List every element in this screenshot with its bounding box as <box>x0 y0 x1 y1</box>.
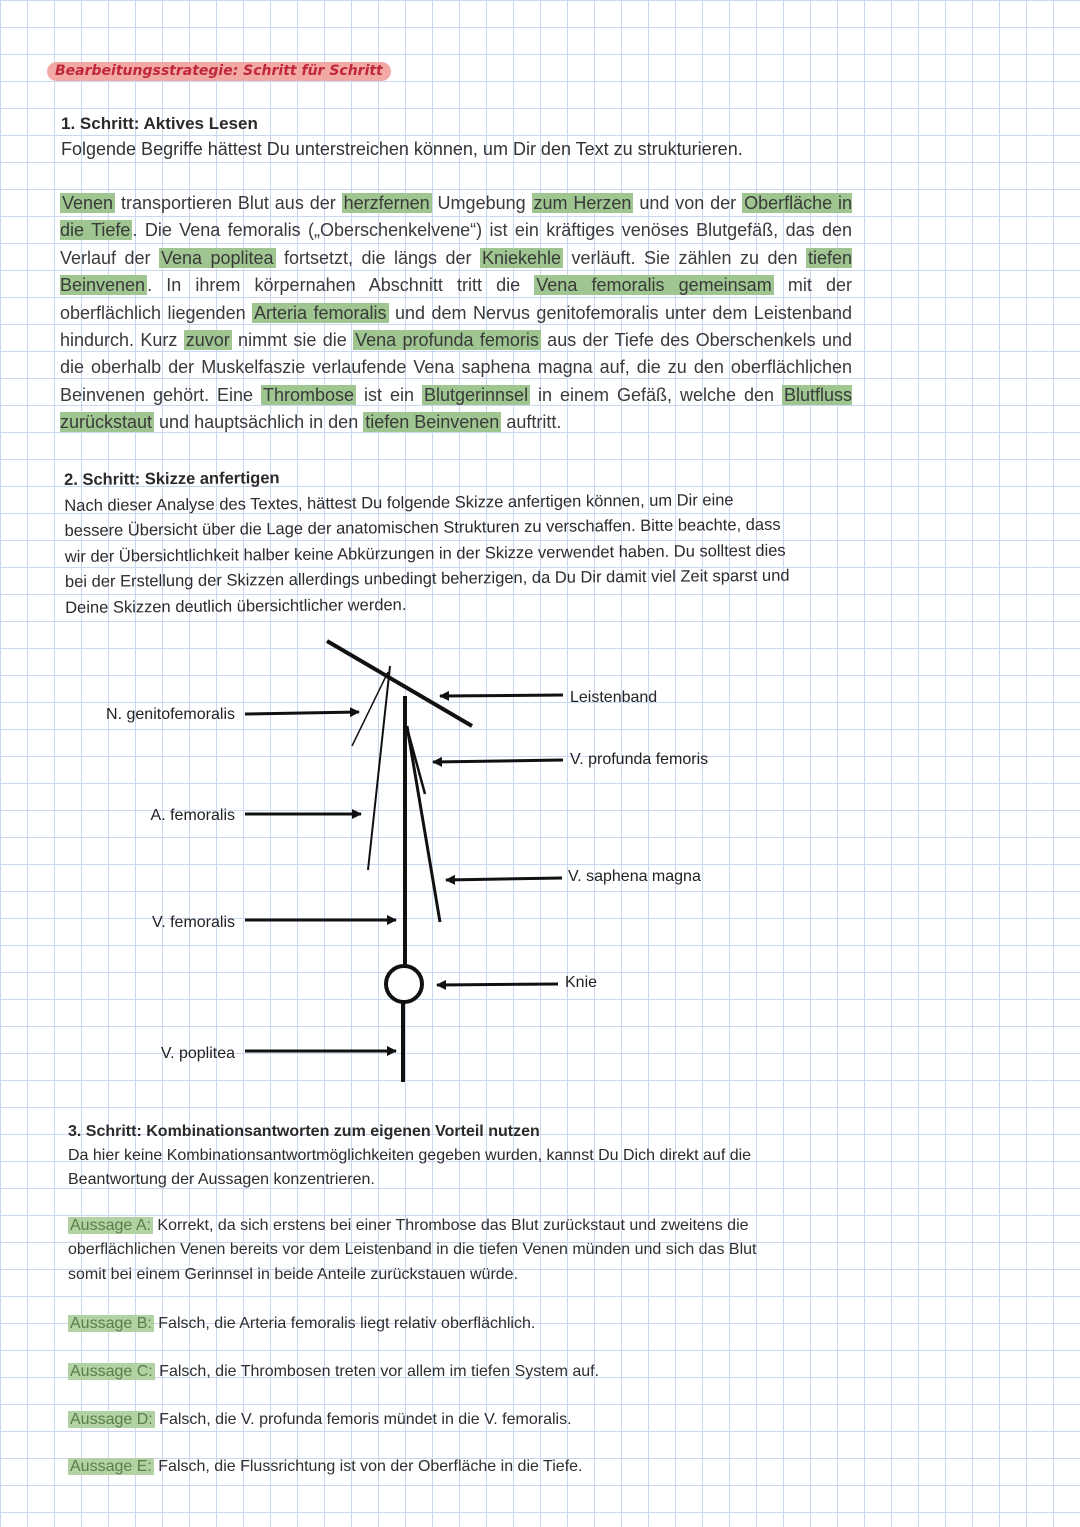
plain-text: in einem Gefäß, welche den <box>530 384 782 405</box>
arrow-leistenband <box>440 695 563 696</box>
label-knie: Knie <box>565 974 598 991</box>
plain-text: ist ein <box>356 384 422 405</box>
answer-a <box>68 1214 780 1287</box>
answer-text: Korrekt, da sich erstens bei einer Thrombose das Blut zurückstaut und zweitens die oberflächlichen Venen bereits vor dem Leistenband in die tiefen Venen münden und sich das Blut somit bei einem Gerinnsel in beide Anteile zurückstauen würde. <box>68 1217 757 1283</box>
highlight-term: zuvor <box>185 330 230 351</box>
answer-text: Falsch, die Thrombosen treten vor allem im tiefen System auf. <box>154 1363 600 1380</box>
plain-text: . Die Vena femoralis („Oberschenkelvene“) ist ein kräftiges venöses Blutgefäß, das den Verlauf der <box>60 220 853 268</box>
answer-label: Aussage A: <box>70 1217 151 1234</box>
answer-label: Aussage D: <box>70 1411 153 1428</box>
plain-text: und hauptsächlich in den <box>154 412 364 433</box>
highlight-term: Vena poplitea <box>160 247 274 268</box>
plain-text: transportieren Blut aus der <box>115 193 342 213</box>
answer-d <box>68 1408 780 1432</box>
highlight-term: zum Herzen <box>533 193 632 213</box>
step3-text: Da hier keine Kombinationsantwortmöglichkeiten gegeben wurden, kannst Du Dich direkt auf die Beantwortung der Aussagen konzentrieren. <box>68 1147 752 1188</box>
strategy-badge: Bearbeitungsstrategie: Schritt für Schritt <box>47 62 391 81</box>
plain-text: nimmt sie die <box>231 330 354 351</box>
plain-text: und dem Nervus genitofemoralis unter dem Leistenband hindurch. Kurz <box>60 302 852 351</box>
label-a-femoralis: A. femoralis <box>150 807 235 824</box>
arrow-v-saphena-magna <box>446 878 562 880</box>
answer-text: Falsch, die Flussrichtung ist von der Oberfläche in die Tiefe. <box>153 1458 583 1475</box>
step3-section <box>68 1120 780 1192</box>
step2-text: Nach dieser Analyse des Textes, hättest Du folgende Skizze anfertigen können, um Dir eine bessere Übersicht über die Lage der anatomischen Strukturen zu verschaffen. Bitte beachte, dass wir der Übersichtlichkeit halber keine Abkürzungen in der Skizze verwendet haben. Du solltest dies bei der Erstellung der Skizzen allerdings unbedingt beherzigen, da Du Dir damit viel Zeit sparst und Deine Skizzen deutlich übersichtlicher werden. <box>64 490 790 617</box>
answer-label: Aussage C: <box>70 1363 153 1380</box>
arrow-knie <box>437 984 558 985</box>
answer-e <box>68 1455 780 1479</box>
highlight-term: Arteria femoralis <box>254 302 387 323</box>
highlight-term: herzfernen <box>343 193 430 213</box>
plain-text: und von der <box>633 193 743 213</box>
label-v-femoralis: V. femoralis <box>152 914 235 931</box>
answer-text: Falsch, die V. profunda femoris mündet in die V. femoralis. <box>154 1411 572 1428</box>
answer-label: Aussage B: <box>70 1315 152 1332</box>
highlight-term: Blutgerinnsel <box>424 384 529 405</box>
answer-label: Aussage E: <box>70 1458 152 1475</box>
label-v-profunda-femoris: V. profunda femoris <box>570 751 709 768</box>
highlight-term: Vena femoralis gemeinsam <box>536 275 772 296</box>
step1-intro: Folgende Begriffe hättest Du unterstreichen können, um Dir den Text zu strukturieren. <box>61 139 743 159</box>
knie-circle <box>386 966 422 1002</box>
highlight-term: tiefen Beinvenen <box>365 412 500 433</box>
label-v-saphena-magna: V. saphena magna <box>568 868 701 885</box>
label-n-genitofemoralis: N. genitofemoralis <box>106 706 235 723</box>
highlight-term: Blutfluss zurückstaut <box>60 384 852 433</box>
plain-text: mit der oberflächlich liegenden <box>60 275 852 323</box>
v-saphena-magna-line <box>407 726 440 922</box>
highlight-term: Kniekehle <box>481 247 562 268</box>
answer-b <box>68 1312 780 1336</box>
answer-c <box>68 1360 780 1384</box>
step1-title: 1. Schritt: Aktives Lesen <box>61 114 258 133</box>
arrow-v-profunda-femoris <box>433 760 563 762</box>
highlight-term: Oberfläche in die Tiefe <box>60 193 853 241</box>
arrow-n-genitofemoralis <box>245 712 359 714</box>
highlight-term: tiefen Beinvenen <box>60 247 852 296</box>
highlight-term: Thrombose <box>263 384 355 405</box>
plain-text: aus der Tiefe des Oberschenkels und die oberhalb der Muskelfaszie verlaufende Vena saphena magna auf, die zu den oberflächlichen Beinvenen gehört. Eine <box>60 330 852 405</box>
step2-title: 2. Schritt: Skizze anfertigen <box>64 469 280 489</box>
plain-text: auftritt. <box>501 412 562 433</box>
label-v-poplitea: V. poplitea <box>160 1045 235 1062</box>
label-leistenband: Leistenband <box>570 689 658 706</box>
a-femoralis-line <box>368 666 390 870</box>
plain-text: fortsetzt, die längs der <box>275 247 480 268</box>
plain-text: verläuft. Sie zählen zu den <box>563 247 806 268</box>
step3-title: 3. Schritt: Kombinationsantworten zum eigenen Vorteil nutzen <box>68 1123 540 1140</box>
plain-text: . In ihrem körpernahen Abschnitt tritt die <box>147 275 535 296</box>
plain-text: Umgebung <box>431 193 532 213</box>
highlight-term: Vena profunda femoris <box>355 330 539 351</box>
answer-text: Falsch, die Arteria femoralis liegt relativ oberflächlich. <box>153 1315 536 1332</box>
highlight-term: Venen <box>62 193 114 213</box>
